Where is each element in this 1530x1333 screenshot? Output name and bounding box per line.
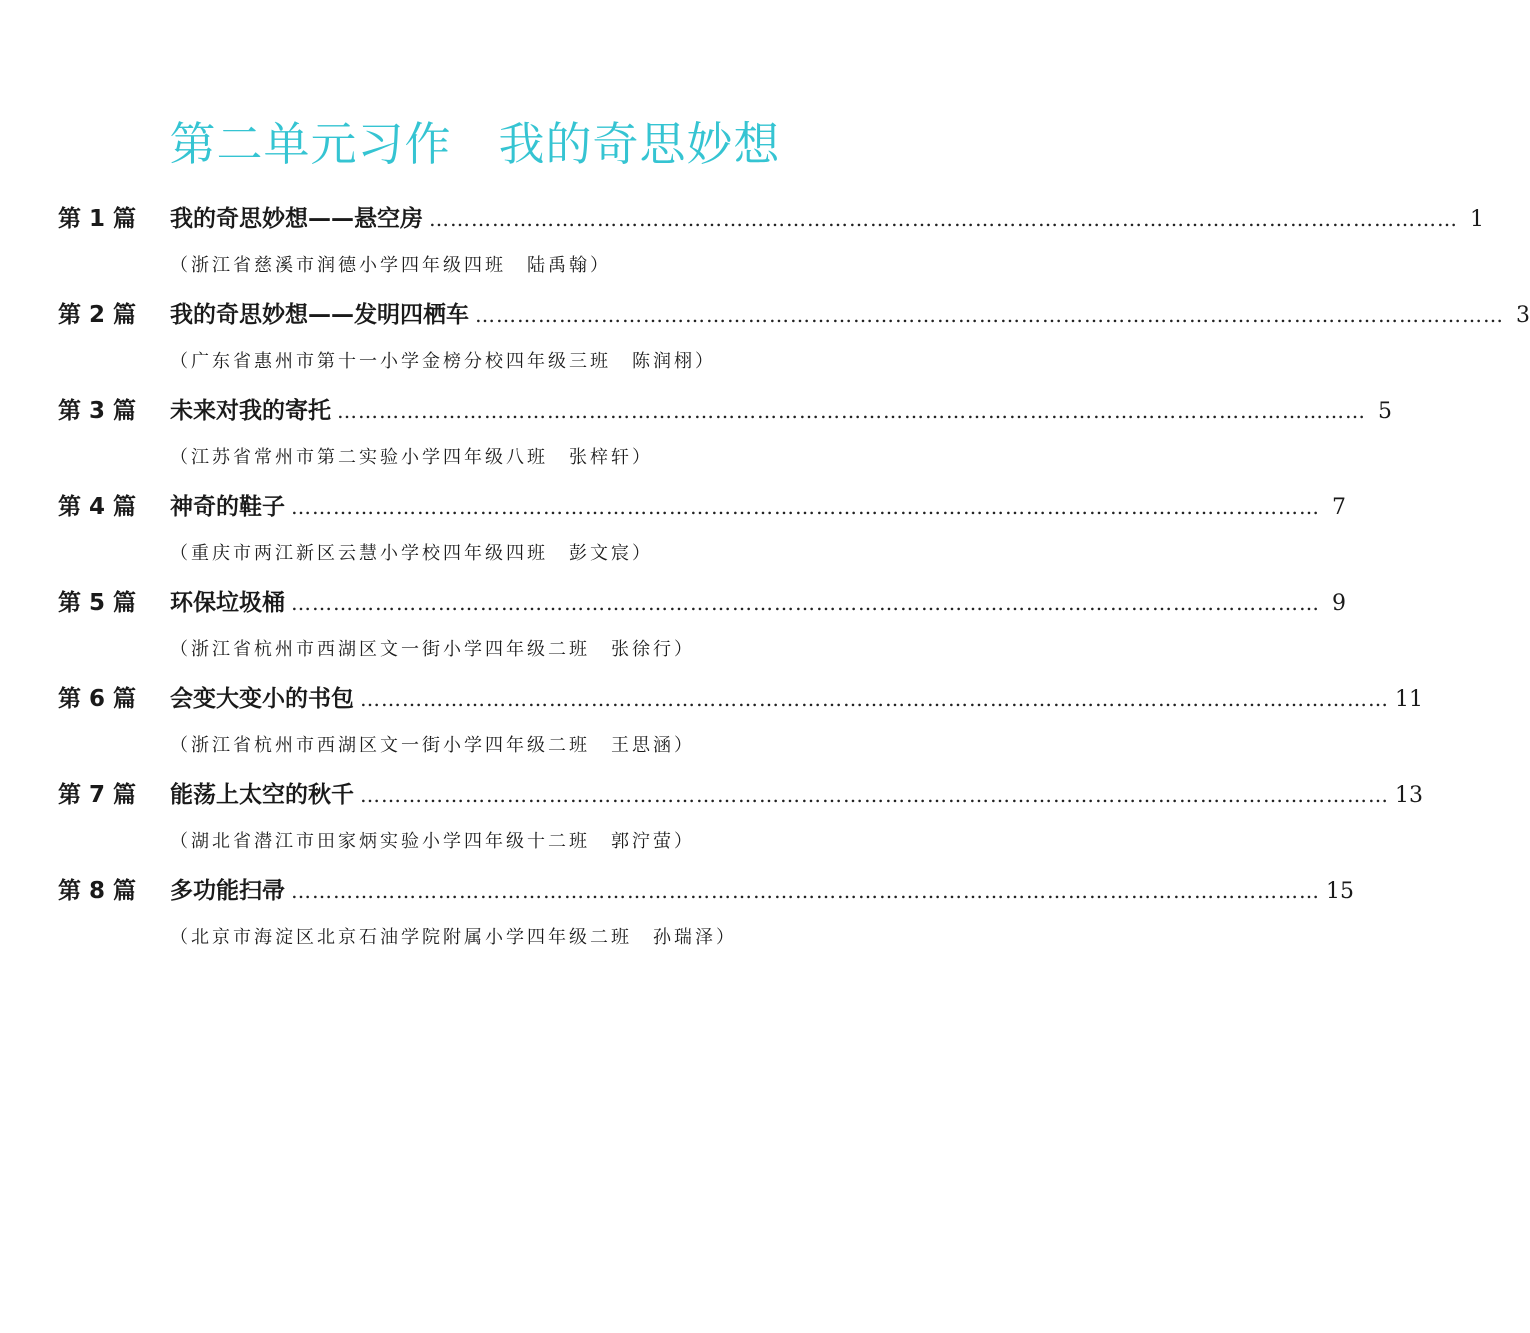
toc-entry[interactable] <box>58 196 1484 292</box>
dot-leader: ………………………………………………………………………………………………………………………………… <box>429 207 1458 231</box>
entry-title[interactable]: 未来对我的寄托 <box>170 398 331 424</box>
entry-author: （北京市海淀区北京石油学院附属小学四年级二班 孙瑞泽） <box>170 927 737 948</box>
entry-author: （湖北省潜江市田家炳实验小学四年级十二班 郭泞萤） <box>170 831 695 852</box>
toc-entry[interactable] <box>58 580 1346 676</box>
dot-leader: ………………………………………………………………………………………………………………………………… <box>337 399 1366 423</box>
dot-leader: ………………………………………………………………………………………………………………………………… <box>291 591 1320 615</box>
page-number[interactable]: 7 <box>1332 495 1346 520</box>
entry-number: 第 3 篇 <box>58 398 137 424</box>
dot-leader: ………………………………………………………………………………………………………………………………… <box>475 303 1504 327</box>
entry-author: （江苏省常州市第二实验小学四年级八班 张梓轩） <box>170 447 653 468</box>
entry-title[interactable]: 能荡上太空的秋千 <box>170 782 354 808</box>
entry-author: （浙江省慈溪市润德小学四年级四班 陆禹翰） <box>170 255 611 276</box>
page-number[interactable]: 11 <box>1395 687 1423 712</box>
toc-entry[interactable] <box>58 388 1392 484</box>
dot-leader: ………………………………………………………………………………………………………………………………… <box>360 783 1389 807</box>
toc-entry[interactable] <box>58 292 1530 388</box>
page-number[interactable]: 5 <box>1378 399 1392 424</box>
entry-title[interactable]: 我的奇思妙想——发明四栖车 <box>170 302 469 328</box>
entry-author: （浙江省杭州市西湖区文一街小学四年级二班 张徐行） <box>170 639 695 660</box>
dot-leader: ………………………………………………………………………………………………………………………………… <box>360 687 1389 711</box>
entry-title[interactable]: 环保垃圾桶 <box>170 590 285 616</box>
entry-author: （广东省惠州市第十一小学金榜分校四年级三班 陈润栩） <box>170 351 716 372</box>
entry-author: （浙江省杭州市西湖区文一街小学四年级二班 王思涵） <box>170 735 695 756</box>
entry-number: 第 5 篇 <box>58 590 137 616</box>
entry-title[interactable]: 会变大变小的书包 <box>170 686 354 712</box>
entry-title[interactable]: 我的奇思妙想——悬空房 <box>170 206 423 232</box>
dot-leader: ………………………………………………………………………………………………………………………………… <box>291 495 1320 519</box>
entry-title[interactable]: 神奇的鞋子 <box>170 494 285 520</box>
toc-entry[interactable] <box>58 676 1423 772</box>
entry-number: 第 1 篇 <box>58 206 137 232</box>
toc-entry[interactable] <box>58 484 1346 580</box>
entry-number: 第 7 篇 <box>58 782 137 808</box>
table-of-contents <box>58 196 1530 964</box>
entry-number: 第 8 篇 <box>58 878 137 904</box>
dot-leader: ………………………………………………………………………………………………………………………………… <box>291 879 1320 903</box>
page-number[interactable]: 3 <box>1516 303 1530 328</box>
page-number[interactable]: 1 <box>1470 207 1484 232</box>
toc-entry[interactable] <box>58 772 1423 868</box>
entry-title[interactable]: 多功能扫帚 <box>170 878 285 904</box>
page-title: 第二单元习作 我的奇思妙想 <box>169 117 781 171</box>
page-number[interactable]: 15 <box>1326 879 1354 904</box>
entry-author: （重庆市两江新区云慧小学校四年级四班 彭文宸） <box>170 543 653 564</box>
entry-number: 第 2 篇 <box>58 302 137 328</box>
page-number[interactable]: 9 <box>1332 591 1346 616</box>
toc-entry[interactable] <box>58 868 1354 964</box>
page-number[interactable]: 13 <box>1395 783 1423 808</box>
entry-number: 第 6 篇 <box>58 686 137 712</box>
entry-number: 第 4 篇 <box>58 494 137 520</box>
